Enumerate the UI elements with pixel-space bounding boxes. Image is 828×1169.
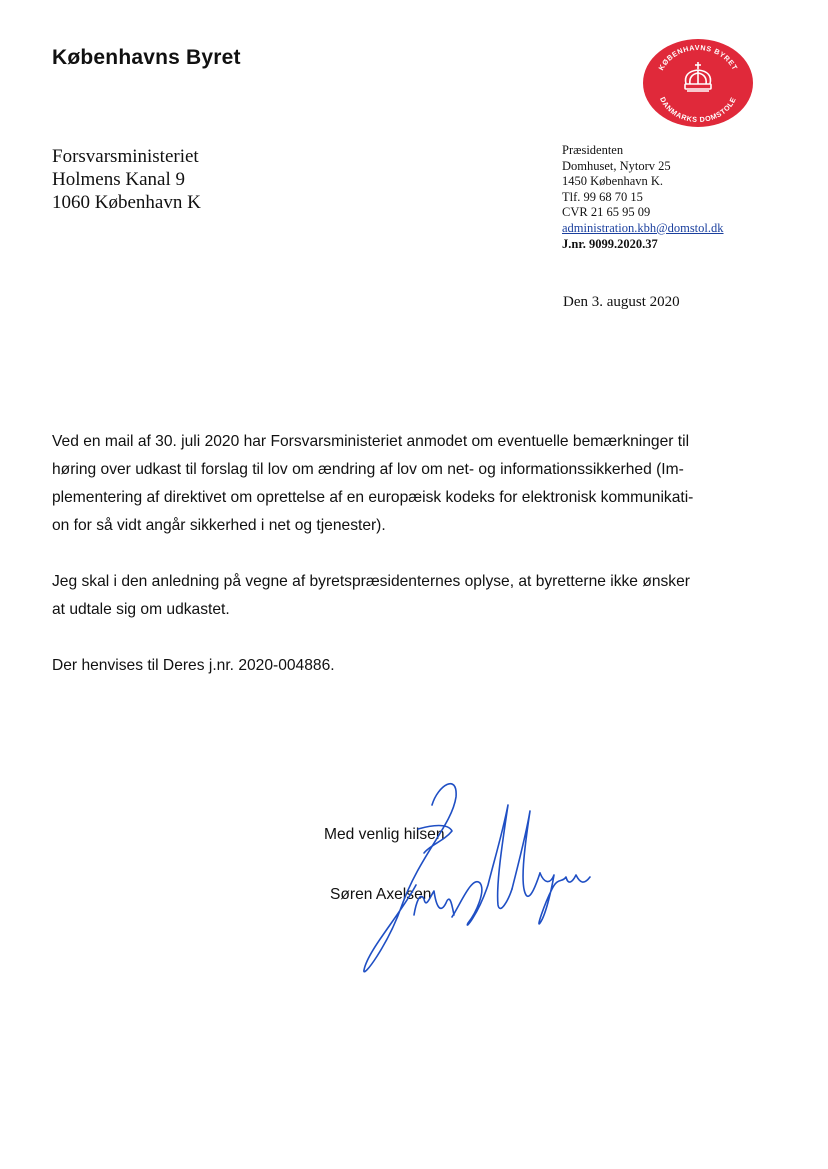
court-seal [642,38,754,128]
handwritten-signature [340,765,620,985]
body-paragraph [52,428,742,540]
sender-block [562,143,724,252]
recipient-line: 1060 København K [52,192,201,213]
sender-title: Præsidenten [562,143,624,157]
body-line: Jeg skal i den anledning på vegne af byretspræsidenternes oplyse, at byretterne ikke ønsker [52,573,690,590]
signer-name: Søren Axelsen [330,886,432,903]
sender-email-link[interactable]: administration.kbh@domstol.dk [562,220,724,235]
body-paragraph [52,652,742,680]
body-line: Ved en mail af 30. juli 2020 har Forsvarsministeriet anmodet om eventuelle bemærkninger til [52,433,690,450]
letter-date: Den 3. august 2020 [563,294,680,310]
body-line: at udtale sig om udkastet. [52,601,230,618]
recipient-line: Holmens Kanal 9 [52,169,185,190]
recipient-address [52,145,201,214]
body-paragraph [52,568,742,624]
seal-text-top: KØBENHAVNS BYRET [656,42,740,72]
journal-number: J.nr. 9099.2020.37 [562,236,658,251]
letter-body [52,428,742,680]
sender-address-line: Domhuset, Nytorv 25 [562,158,671,173]
court-name: Københavns Byret [52,46,241,69]
sender-cvr: CVR 21 65 95 09 [562,205,651,220]
sender-address-line: 1450 København K. [562,174,664,189]
body-line: høring over udkast til forslag til lov om ændring af lov om net- og informationssikkerhed (Im- [52,461,684,478]
closing-greeting: Med venlig hilsen [324,826,445,843]
seal-text-bottom: DANMARKS DOMSTOLE [658,95,738,125]
body-line: plementering af direktivet om oprettelse af en europæisk kodeks for elektronisk kommunikati- [52,489,694,506]
body-line: Der henvises til Deres j.nr. 2020-004886. [52,657,335,674]
body-line: on for så vidt angår sikkerhed i net og tjenester). [52,517,386,534]
recipient-line: Forsvarsministeriet [52,146,199,167]
sender-phone: Tlf. 99 68 70 15 [562,189,643,204]
